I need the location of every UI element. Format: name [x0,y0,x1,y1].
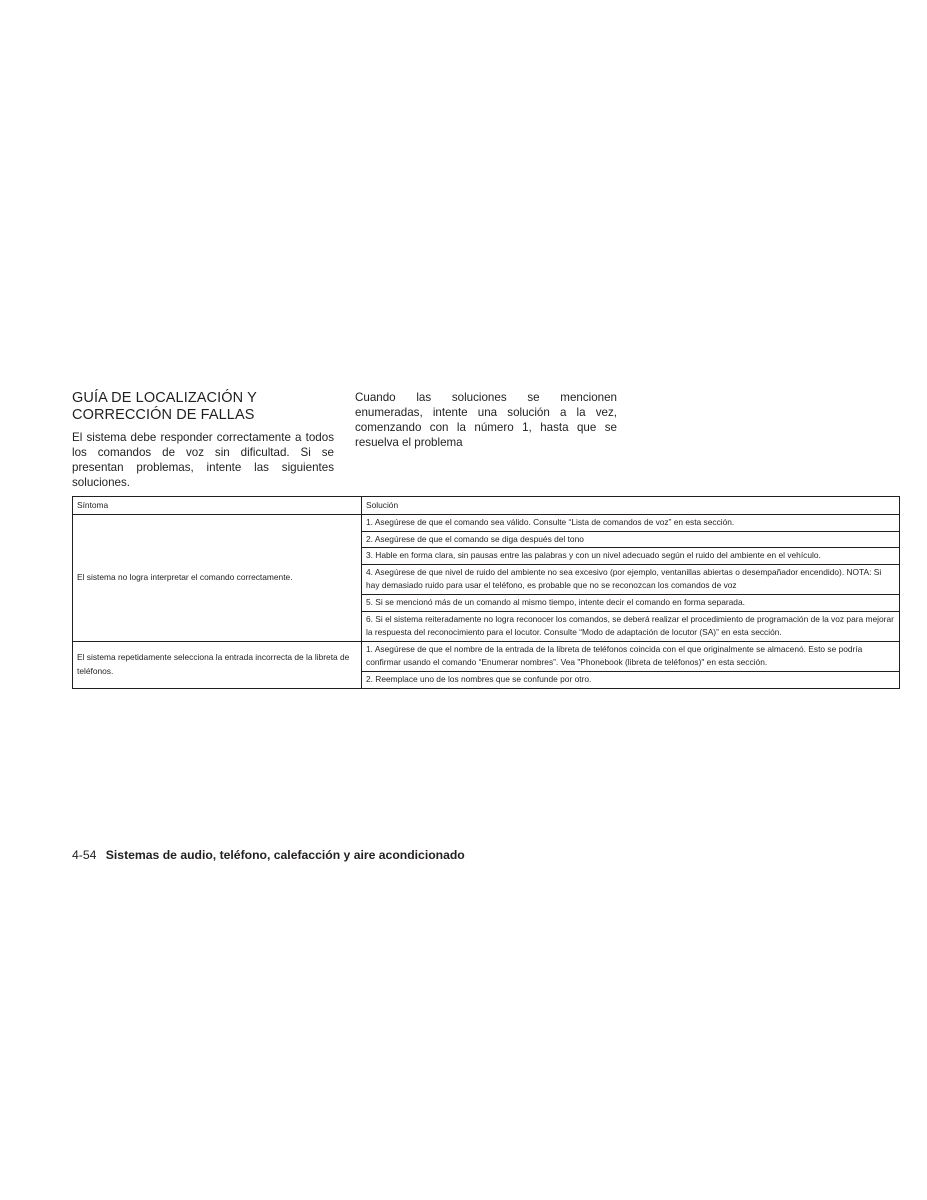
solution-cell: 1. Asegúrese de que el nombre de la entrada de la libreta de teléfonos coincida con el que originalmente se almacenó. Esto se podría confirmar usando el comando “Enumerar nombres”. Vea "Phonebook (libreta de teléfonos)" en esta sección. [362,641,900,671]
solution-cell: 3. Hable en forma clara, sin pausas entre las palabras y con un nivel adecuado según el ruido del ambiente en el vehículo. [362,548,900,565]
symptom-cell: El sistema repetidamente selecciona la entrada incorrecta de la libreta de teléfonos. [73,641,362,688]
note-paragraph: Cuando las soluciones se mencionen enumeradas, intente una solución a la vez, comenzando con la número 1, hasta que se resuelva el problema [355,391,617,449]
solution-cell: 4. Asegúrese de que nivel de ruido del ambiente no sea excesivo (por ejemplo, ventanillas abiertas o desempañador encendido). NOTA: Si hay demasiado ruido para usar el teléfono, es probable que no se reconozcan los comandos de voz [362,564,900,594]
solution-cell: 2. Reemplace uno de los nombres que se confunde por otro. [362,671,900,688]
section-title [72,390,334,424]
header-solution: Solución [362,497,900,515]
left-column [72,390,334,490]
page-footer [72,848,465,862]
troubleshooting-table [72,496,900,689]
intro-paragraph: El sistema debe responder correctamente a todos los comandos de voz sin dificultad. Si se presentan problemas, intente las siguientes soluciones. [72,431,334,489]
section-title-line1: GUÍA DE LOCALIZACIÓN Y [72,390,257,406]
solution-cell: 6. Si el sistema reiteradamente no logra reconocer los comandos, se deberá realizar el procedimiento de programación de la voz para mejorar la respuesta del reconocimiento para el locutor. Consulte “Modo de adaptación de locutor (SA)” en esta sección. [362,611,900,641]
solution-cell: 1. Asegúrese de que el comando sea válido. Consulte “Lista de comandos de voz” en esta sección. [362,515,900,532]
solution-cell: 2. Asegúrese de que el comando se diga después del tono [362,531,900,548]
page-number: 4-54 [72,848,97,862]
symptom-cell: El sistema no logra interpretar el comando correctamente. [73,515,362,642]
right-column [355,390,617,450]
section-title-line2: CORRECCIÓN DE FALLAS [72,407,255,423]
footer-section-name: Sistemas de audio, teléfono, calefacción y aire acondicionado [105,848,465,862]
header-symptom: Síntoma [73,497,362,515]
table-row [73,515,900,532]
table-row [73,641,900,671]
solution-cell: 5. Si se mencionó más de un comando al mismo tiempo, intente decir el comando en forma separada. [362,594,900,611]
table-header-row [73,497,900,515]
